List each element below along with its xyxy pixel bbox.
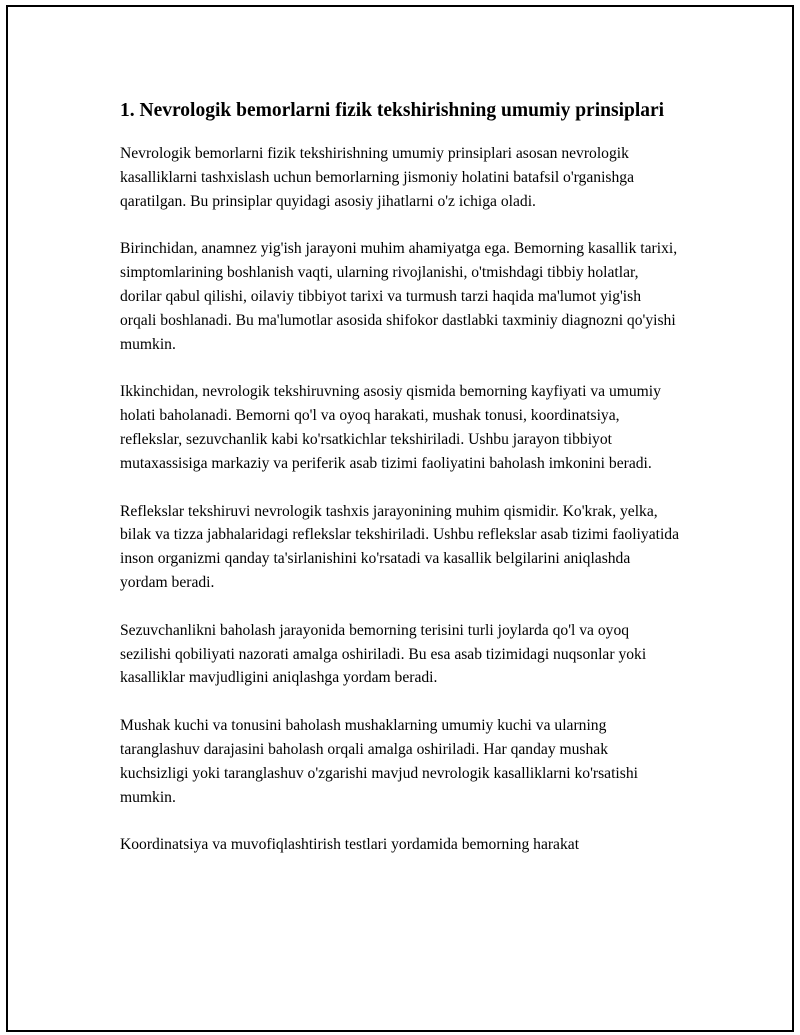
- paragraph-neuro-exam: Ikkinchidan, nevrologik tekshiruvning asosiy qismida bemorning kayfiyati va umumiy holati baholanadi. Bemorni qo'l va oyoq harakati, mushak tonusi, koordinatsiya, reflekslar, sezuvchanlik kabi ko'rsatkichlar tekshiriladi. Ushbu jarayon tibbiyot mutaxassisiga markaziy va periferik asab tizimi faoliyatini baholash imkonini beradi.: [120, 383, 661, 472]
- paragraph-sensitivity: Sezuvchanlikni baholash jarayonida bemorning terisini turli joylarda qo'l va oyoq sezilishi qobiliyati nazorati amalga oshiriladi. Bu esa asab tizimidagi nuqsonlar yoki kasalliklar mavjudligini aniqlashga yordam beradi.: [120, 621, 647, 687]
- paragraph-intro: Nevrologik bemorlarni fizik tekshirishning umumiy prinsiplari asosan nevrologik kasalliklarni tashxislash uchun bemorlarning jismoniy holatini batafsil o'rganishga qaratilgan. Bu prinsiplar quyidagi asosiy jihatlarni o'z ichiga oladi.: [120, 145, 634, 210]
- document-heading: 1. Nevrologik bemorlarni fizik tekshirishning umumiy prinsiplari: [120, 100, 665, 121]
- paragraph-coordination: Koordinatsiya va muvofiqlashtirish testlari yordamida bemorning harakat: [120, 836, 580, 854]
- document-body: [120, 98, 680, 881]
- paragraph-muscle-strength: Mushak kuchi va tonusini baholash mushaklarning umumiy kuchi va ularning taranglashuv darajasini baholash orqali amalga oshiriladi. Har qanday mushak kuchsizligi yoki taranglashuv o'zgarishi mavjud nevrologik kasalliklarni ko'rsatishi mumkin.: [120, 717, 638, 806]
- paragraph-anamnesis: Birinchidan, anamnez yig'ish jarayoni muhim ahamiyatga ega. Bemorning kasallik tarixi, simptomlarining boshlanish vaqti, ularning rivojlanishi, o'tmishdagi tibbiy holatlar, dorilar qabul qilishi, oilaviy tibbiyot tarixi va turmush tarzi haqida ma'lumot yig'ish orqali boshlanadi. Bu ma'lumotlar asosida shifokor dastlabki taxminiy diagnozni qo'yishi mumkin.: [120, 240, 678, 353]
- paragraph-reflexes: Reflekslar tekshiruvi nevrologik tashxis jarayonining muhim qismidir. Ko'krak, yelka, bilak va tizza jabhalaridagi reflekslar tekshiriladi. Ushbu reflekslar asab tizimi faoliyatida inson organizmi qanday ta'sirlanishini ko'rsatadi va kasallik belgilarini aniqlashda yordam beradi.: [120, 502, 679, 591]
- page-frame: [6, 5, 794, 1032]
